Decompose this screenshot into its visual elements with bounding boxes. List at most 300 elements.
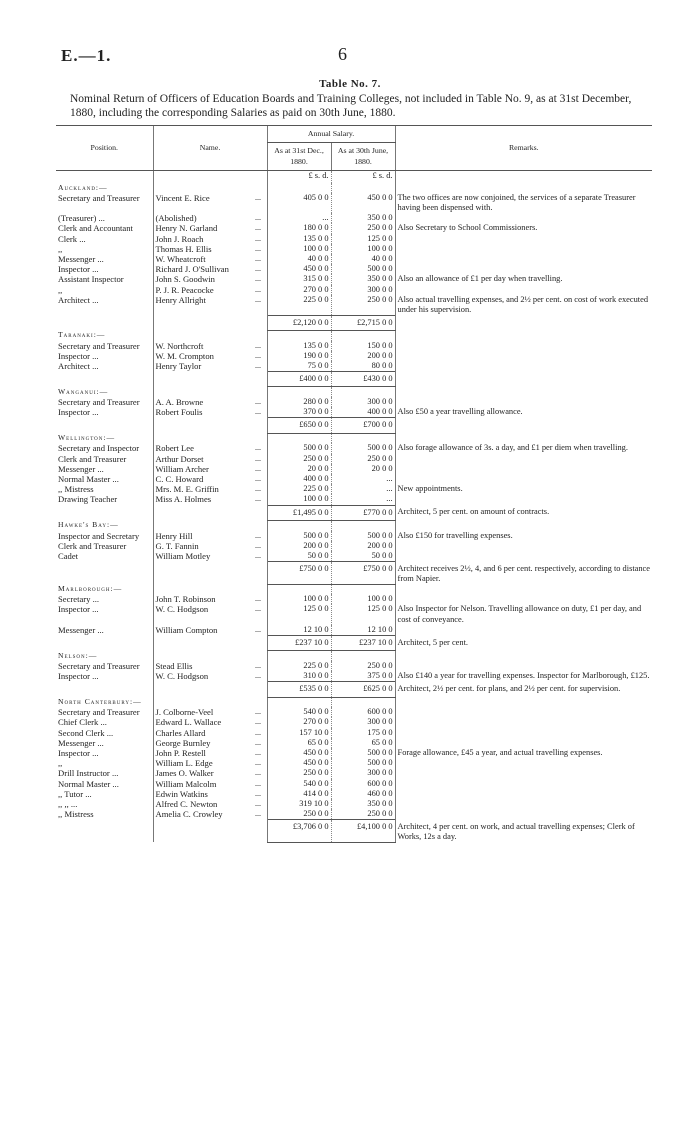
remark [395,264,652,274]
blank-cell [153,171,253,183]
salary-june: 50 0 0 [331,551,395,562]
officer-name: John P. Restell [153,748,253,758]
salary-dec: 310 0 0 [267,671,331,682]
remark [395,285,652,295]
officer-position: Inspector ... [58,407,99,418]
salary-dec: 540 0 0 [267,707,331,717]
column-header-name: Name. [153,126,267,171]
remark [395,728,652,738]
officer-name: John S. Goodwin [153,274,253,284]
salary-june: 250 0 0 [331,454,395,464]
region-name: Wanganui:— [58,386,109,396]
table-row [56,809,652,820]
leader-dots: ... [255,748,261,758]
officer-name: William Archer [153,464,253,474]
leader-dots: ... [255,717,261,727]
salary-june: 500 0 0 [331,748,395,758]
officer-position: Secretary and Treasurer [58,660,140,671]
total-row [56,562,652,584]
salary-dec: 157 10 0 [267,728,331,738]
officer-name: Henry N. Garland [153,223,253,233]
blank-cell [395,330,652,340]
total-dec: £650 0 0 [267,418,331,433]
officer-position: Inspector ... [58,671,99,682]
table-row [56,295,652,315]
blank-cell [395,387,652,397]
blank-cell [395,433,652,443]
total-remark [395,372,652,387]
leader-dots: ... [255,284,261,294]
table-row [56,443,652,453]
table-row [56,407,652,418]
officer-position: Architect ... [58,360,99,371]
leader-dots: ... [255,671,261,681]
remark: Also an allowance of £1 per day when travelling. [397,274,563,284]
remark [395,779,652,789]
blank-cell [395,584,652,594]
remark: Also £150 for travelling expenses. [397,530,513,540]
salary-june: 100 0 0 [331,594,395,604]
blank-cell [153,183,253,193]
blank-cell [267,387,331,397]
officer-position: Inspector ... [58,350,99,361]
officer-position: Secretary and Inspector [58,443,140,454]
region-name: Marlborough:— [58,584,123,594]
salary-june: 65 0 0 [331,738,395,748]
salary-june: 150 0 0 [331,341,395,351]
officer-name: Henry Taylor [153,361,253,372]
officer-position: Clerk and Accountant [58,223,133,234]
blank-cell [56,418,153,433]
salary-june: 500 0 0 [331,531,395,541]
remark [395,341,652,351]
salary-dec: 225 0 0 [267,661,331,671]
leader-dots: ... [255,624,261,634]
blank-cell [253,505,267,520]
officer-position: Secretary ... [58,594,100,605]
leader-dots: ... [255,274,261,284]
salary-dec: 40 0 0 [267,254,331,264]
leader-dots: ... [255,758,261,768]
table-row [56,223,652,233]
table-row [56,397,652,407]
blank-cell [253,636,267,651]
salary-june: 350 0 0 [331,799,395,809]
blank-cell [331,520,395,530]
officer-position: Second Clerk ... [58,727,114,738]
region-row [56,183,652,193]
salary-dec: 500 0 0 [267,531,331,541]
officer-name: A. A. Browne [153,397,253,407]
blank-cell [56,562,153,584]
column-header-remarks: Remarks. [395,126,652,171]
blank-cell [331,584,395,594]
officer-position: ,, ,, ... [58,799,78,810]
salary-dec: 75 0 0 [267,361,331,372]
remark [395,494,652,505]
remark [395,474,652,484]
total-dec: £2,120 0 0 [267,315,331,330]
officer-position: Inspector ... [58,748,99,759]
officer-name: Amelia C. Crowley [153,809,253,820]
total-june: £700 0 0 [331,418,395,433]
salary-dec: 315 0 0 [267,274,331,284]
salary-dec: 100 0 0 [267,244,331,254]
total-dec: £3,706 0 0 [267,820,331,842]
table-row [56,748,652,758]
blank-cell [253,387,267,397]
blank-cell [331,330,395,340]
currency-units: £ s. d. [267,171,331,183]
blank-cell [153,505,253,520]
total-dec: £750 0 0 [267,562,331,584]
blank-cell [395,183,652,193]
officer-name: Richard J. O'Sullivan [153,264,253,274]
salary-dec: 405 0 0 [267,193,331,213]
blank-cell [253,584,267,594]
remark [395,738,652,748]
blank-cell [253,562,267,584]
blank-cell [56,372,153,387]
leader-dots: ... [255,253,261,263]
blank-cell [253,418,267,433]
officer-position: Architect ... [58,294,99,305]
officer-name: Thomas H. Ellis [153,244,253,254]
region-row [56,330,652,340]
table-row [56,789,652,799]
table-row [56,758,652,768]
remark [395,661,652,671]
officer-name: Robert Foulis [153,407,253,418]
blank-cell [395,520,652,530]
salary-june: 300 0 0 [331,397,395,407]
officer-name: John T. Robinson [153,594,253,604]
leader-dots: ... [255,233,261,243]
salary-june: 500 0 0 [331,264,395,274]
salary-dec: 200 0 0 [267,541,331,551]
total-row [56,820,652,842]
total-row [56,682,652,697]
table-subtitle: Nominal Return of Officers of Education Boards and Training Colleges, not included in Table No. 9, as at 31st December, 1880, including the corresponding Salaries as paid on 30th June, 1880. [70,93,632,119]
remark [395,758,652,768]
salary-dec: 225 0 0 [267,295,331,315]
column-header-dec: As at 31st Dec., 1880. [267,143,331,171]
officer-position: ,, [58,758,63,769]
blank-cell [153,820,253,842]
table-row [56,254,652,264]
leader-dots: ... [255,707,261,717]
table-row [56,351,652,361]
remark: Also Inspector for Nelson. Travelling allowance on duty, £1 per day, and cost of conveyance. [397,604,642,624]
leader-dots: ... [255,494,261,504]
officer-position: (Treasurer) ... [58,213,105,224]
salary-june: 600 0 0 [331,779,395,789]
blank-cell [267,651,331,661]
leader-dots: ... [255,213,261,223]
officer-position: Secretary and Treasurer [58,707,140,718]
salary-dec: 100 0 0 [267,594,331,604]
leader-dots: ... [255,737,261,747]
blank-cell [253,682,267,697]
officer-name: W. C. Hodgson [153,604,253,624]
officer-name: Charles Allard [153,728,253,738]
remark: Also forage allowance of 3s. a day, and £1 per diem when travelling. [397,443,628,453]
blank-cell [56,636,153,651]
total-row [56,505,652,520]
table-row [56,193,652,213]
blank-cell [153,562,253,584]
table-row [56,625,652,636]
table-row [56,738,652,748]
total-june: £625 0 0 [331,682,395,697]
blank-cell [153,418,253,433]
salary-june: 250 0 0 [331,295,395,315]
remark: The two offices are now conjoined, the services of a separate Treasurer having been dispensed with. [397,192,636,212]
salary-june: 250 0 0 [331,661,395,671]
salary-june: 500 0 0 [331,758,395,768]
table-row [56,341,652,351]
remark: Also Secretary to School Commissioners. [397,223,538,233]
leader-dots: ... [255,809,261,819]
salary-dec: 20 0 0 [267,464,331,474]
region-row [56,433,652,443]
total-june: £430 0 0 [331,372,395,387]
salary-june: 350 0 0 [331,274,395,284]
officer-name: James O. Walker [153,768,253,778]
blank-cell [56,315,153,330]
salary-dec: 125 0 0 [267,604,331,624]
total-june: £2,715 0 0 [331,315,395,330]
region-name: Wellington:— [58,433,116,443]
leader-dots: ... [255,778,261,788]
total-remark: Architect, 5 per cent. on amount of contracts. [397,507,550,517]
officer-name: William Motley [153,551,253,562]
blank-cell [153,330,253,340]
officer-position: ,, [58,243,63,254]
blank-cell [331,183,395,193]
total-june: £237 10 0 [331,636,395,651]
blank-cell [153,636,253,651]
blank-cell [153,433,253,443]
blank-cell [253,433,267,443]
region-row [56,387,652,397]
leader-dots: ... [255,594,261,604]
officer-name: C. C. Howard [153,474,253,484]
blank-cell [395,651,652,661]
table-row [56,604,652,624]
officer-position: Secretary and Treasurer [58,192,140,203]
officer-name: Robert Lee [153,443,253,453]
remark [395,234,652,244]
table-row [56,244,652,254]
total-row [56,636,652,651]
officer-name: Edwin Watkins [153,789,253,799]
remark [395,625,652,636]
leader-dots: ... [255,407,261,417]
blank-cell [253,697,267,707]
blank-cell [153,697,253,707]
officer-position: ,, [58,284,63,295]
officer-name: George Burnley [153,738,253,748]
blank-cell [56,820,153,842]
salary-june: 125 0 0 [331,234,395,244]
salary-june: ... [331,474,395,484]
region-name: Nelson:— [58,650,98,660]
officer-name: W. C. Hodgson [153,671,253,682]
officer-name: Henry Allright [153,295,253,315]
salary-june: 200 0 0 [331,541,395,551]
remark [395,768,652,778]
officer-position: Clerk and Treasurer [58,540,127,551]
blank-cell [253,315,267,330]
remark [395,244,652,254]
salary-june: 300 0 0 [331,285,395,295]
salary-june: 125 0 0 [331,604,395,624]
officer-position: Normal Master ... [58,778,119,789]
salary-dec: 50 0 0 [267,551,331,562]
currency-row [56,171,652,183]
salary-dec: 400 0 0 [267,474,331,484]
region-row [56,697,652,707]
blank-cell [153,520,253,530]
officer-position: Messenger ... [58,463,104,474]
officer-name: (Abolished) [153,213,253,223]
table-row [56,361,652,372]
salary-dec: 319 10 0 [267,799,331,809]
officer-name: G. T. Fannin [153,541,253,551]
blank-cell [253,372,267,387]
officer-position: Cadet [58,550,79,561]
total-june: £750 0 0 [331,562,395,584]
table-row [56,494,652,505]
officer-position: Normal Master ... [58,473,119,484]
leader-dots: ... [255,540,261,550]
region-row [56,651,652,661]
salary-dec: 414 0 0 [267,789,331,799]
salary-june: 500 0 0 [331,443,395,453]
salary-june: 300 0 0 [331,768,395,778]
remark [395,213,652,223]
leader-dots: ... [255,473,261,483]
remark [395,594,652,604]
blank-cell [267,520,331,530]
salary-june: 600 0 0 [331,707,395,717]
blank-cell [253,820,267,842]
leader-dots: ... [255,768,261,778]
blank-cell [56,171,153,183]
document-reference: E.—1. [61,46,112,65]
page-number: 6 [338,44,347,64]
table-body [56,171,652,843]
currency-units: £ s. d. [331,171,395,183]
region-row [56,584,652,594]
blank-cell [267,330,331,340]
officer-name: Arthur Dorset [153,454,253,464]
remark [395,551,652,562]
remark [395,361,652,372]
total-remark [395,418,652,433]
officer-name: W. Northcroft [153,341,253,351]
table-row [56,779,652,789]
leader-dots: ... [255,223,261,233]
leader-dots: ... [255,484,261,494]
remark [395,351,652,361]
officer-name: William Compton [153,625,253,636]
blank-cell [56,505,153,520]
remark: New appointments. [397,484,463,494]
salary-june: 375 0 0 [331,671,395,682]
officer-position: Messenger ... [58,253,104,264]
officer-position: Inspector ... [58,604,99,615]
total-row [56,315,652,330]
leader-dots: ... [255,550,261,560]
blank-cell [267,433,331,443]
total-dec: £237 10 0 [267,636,331,651]
salary-june: 20 0 0 [331,464,395,474]
salary-dec: ... [267,213,331,223]
remark [395,717,652,727]
table-row [56,661,652,671]
table-row [56,768,652,778]
officer-name: J. Colborne-Veel [153,707,253,717]
leader-dots: ... [255,264,261,274]
remark [395,464,652,474]
total-remark: Architect receives 2½, 4, and 6 per cent. respectively, according to distance from Napier. [397,563,650,583]
blank-cell [331,697,395,707]
blank-cell [253,171,267,183]
salary-dec: 370 0 0 [267,407,331,418]
table-row [56,541,652,551]
table-row [56,671,652,682]
total-dec: £400 0 0 [267,372,331,387]
remark [395,254,652,264]
table-row [56,213,652,223]
officer-position: ,, Mistress [58,809,94,820]
remark [395,454,652,464]
salary-dec: 450 0 0 [267,758,331,768]
salary-june: 250 0 0 [331,223,395,233]
blank-cell [253,520,267,530]
blank-cell [153,682,253,697]
officer-position: ,, Tutor ... [58,788,92,799]
officer-position: Secretary and Treasurer [58,397,140,408]
remark: Also actual travelling expenses, and 2½ per cent. on cost of work executed under his supervision. [397,294,649,314]
table-row [56,728,652,738]
salary-june: 200 0 0 [331,351,395,361]
salary-dec: 250 0 0 [267,768,331,778]
blank-cell [331,433,395,443]
salary-june: 350 0 0 [331,213,395,223]
salary-june: 40 0 0 [331,254,395,264]
salary-june: 80 0 0 [331,361,395,372]
total-remark: Architect, 2½ per cent. for plans, and 2½ per cent. for supervision. [397,683,621,693]
salary-dec: 12 10 0 [267,625,331,636]
officer-name: Alfred C. Newton [153,799,253,809]
total-row [56,372,652,387]
table-row [56,464,652,474]
salary-dec: 65 0 0 [267,738,331,748]
leader-dots: ... [255,463,261,473]
region-name: North Canterbury:— [58,697,142,707]
total-dec: £1,495 0 0 [267,505,331,520]
salary-june: 100 0 0 [331,244,395,254]
salary-june: 400 0 0 [331,407,395,418]
salary-june: ... [331,484,395,494]
table-row [56,551,652,562]
blank-cell [267,697,331,707]
blank-cell [331,651,395,661]
leader-dots: ... [255,360,261,370]
